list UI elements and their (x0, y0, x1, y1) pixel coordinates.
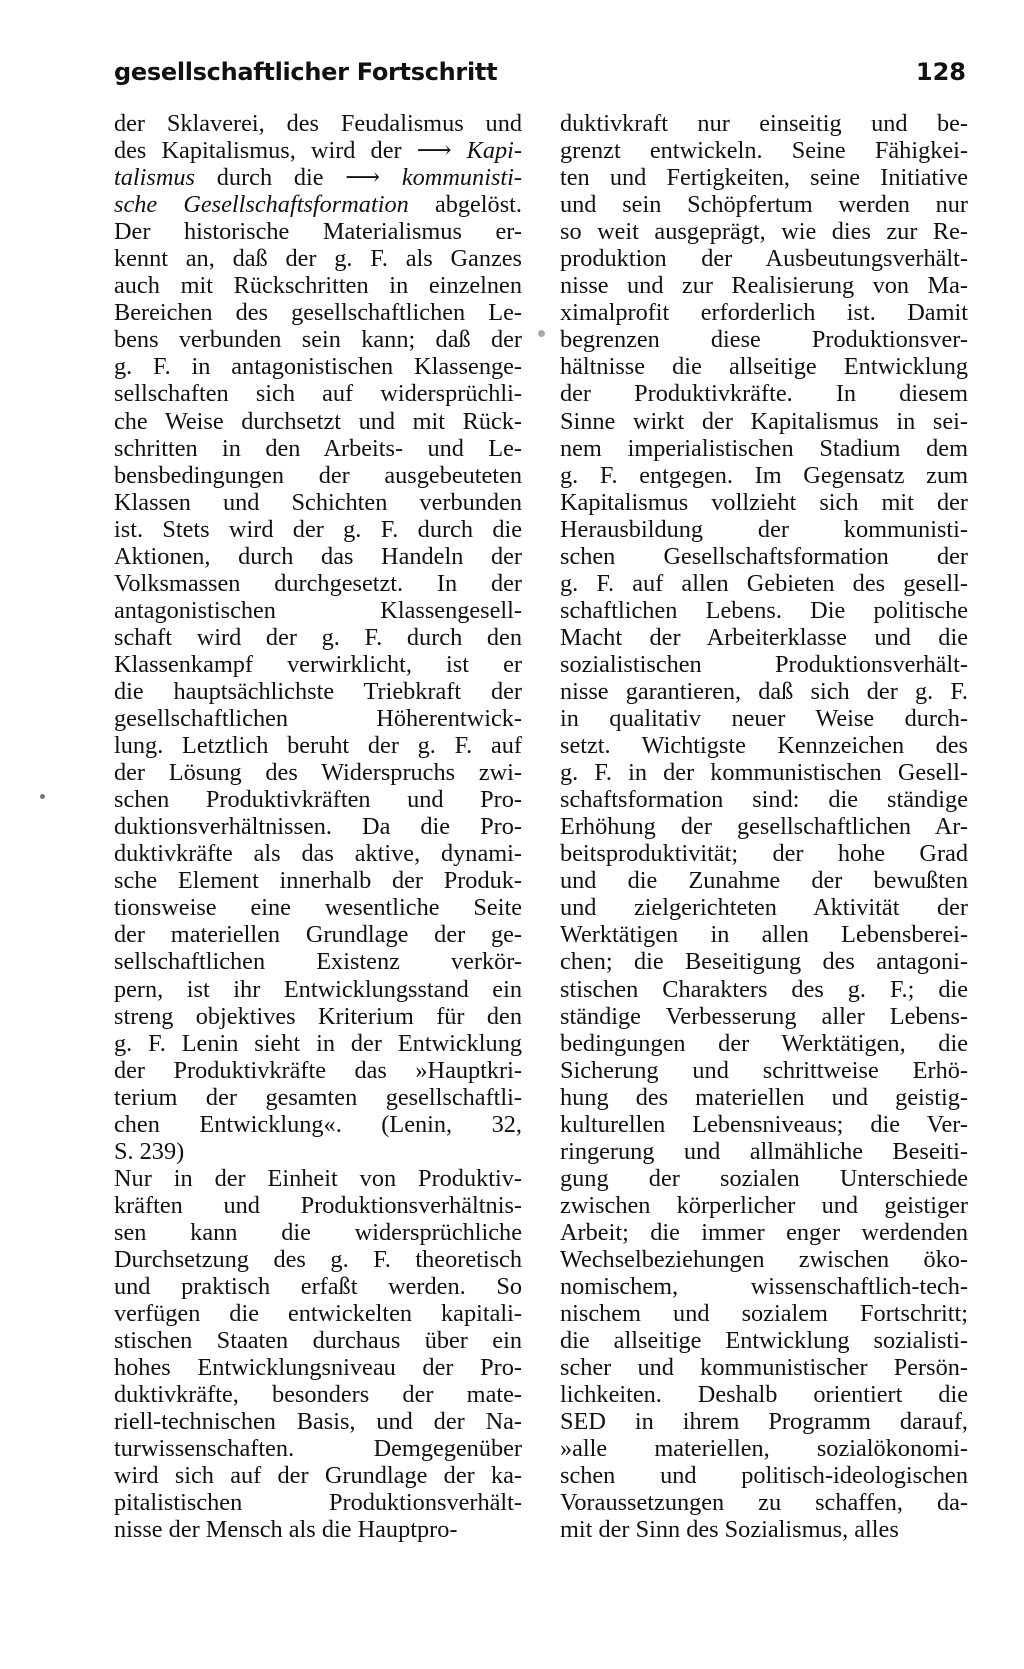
text-line: und sein Schöpfertum werden nur (560, 191, 968, 219)
text-line: der Lösung des Widerspruchs zwi- (114, 759, 522, 787)
text-line: duktivkräfte, besonders der mate- (114, 1381, 522, 1409)
text-line: nomischem, wissenschaftlich-tech- (560, 1273, 968, 1301)
text-line: ringerung und allmähliche Beseiti- (560, 1137, 968, 1165)
text-line: kulturellen Lebensniveaus; die Ver- (560, 1110, 968, 1138)
left-text-column (114, 110, 522, 1543)
text-line: gesellschaftlichen Höherentwick- (114, 705, 522, 733)
text-line: nischem und sozialem Fortschritt; (560, 1300, 968, 1328)
text-line: wird sich auf der Grundlage der ka- (114, 1462, 522, 1490)
text-line: »alle materiellen, sozialökonomi- (560, 1435, 968, 1463)
text-line: g. F. in der kommunistischen Gesell- (560, 759, 968, 787)
text-line: grenzt entwickeln. Seine Fähigkei- (560, 137, 968, 165)
text-line: duktionsverhältnissen. Da die Pro- (114, 813, 522, 841)
text-line: Aktionen, durch das Handeln der (114, 542, 522, 570)
text-line: des Kapitalismus, wird der ⟶ Kapi- (114, 137, 522, 165)
text-line: tionsweise eine wesentliche Seite (114, 894, 522, 922)
text-line: Kapitalismus vollzieht sich mit der (560, 488, 968, 516)
text-line: schen und politisch-ideologischen (560, 1462, 968, 1490)
text-line: SED in ihrem Programm darauf, (560, 1408, 968, 1436)
text-line: sellschaften sich auf widersprüchli- (114, 380, 522, 408)
text-line: schritten in den Arbeits- und Le- (114, 434, 522, 462)
text-line: hältnisse die allseitige Entwicklung (560, 353, 968, 381)
text-line: talismus durch die ⟶ kommunisti- (114, 164, 522, 192)
text-line: ständige Verbesserung aller Lebens- (560, 1002, 968, 1030)
text-line: so weit ausgeprägt, wie dies zur Re- (560, 218, 968, 246)
text-line: sche Element innerhalb der Produk- (114, 867, 522, 895)
text-line: sozialistischen Produktionsverhält- (560, 650, 968, 678)
text-line: bens verbunden sein kann; daß der (114, 326, 522, 354)
page-header (114, 58, 966, 98)
text-line: mit der Sinn des Sozialismus, alles (560, 1516, 899, 1544)
text-line: g. F. in antagonistischen Klassenge- (114, 353, 522, 381)
text-line: bensbedingungen der ausgebeuteten (114, 461, 522, 489)
text-line: gung der sozialen Unterschiede (560, 1164, 968, 1192)
text-line: hung des materiellen und geistig- (560, 1083, 968, 1111)
text-line: und praktisch erfaßt werden. So (114, 1273, 522, 1301)
text-line: setzt. Wichtigste Kennzeichen des (560, 732, 968, 760)
text-line: begrenzen diese Produktionsver- (560, 326, 968, 354)
text-line: schen Produktivkräften und Pro- (114, 786, 522, 814)
text-line: zwischen körperlicher und geistiger (560, 1191, 968, 1219)
text-line: Volksmassen durchgesetzt. In der (114, 569, 522, 597)
text-line: sellschaftlichen Existenz verkör- (114, 948, 522, 976)
text-line: Nur in der Einheit von Produktiv- (114, 1164, 522, 1192)
text-line: Bereichen des gesellschaftlichen Le- (114, 299, 522, 327)
text-line: streng objektives Kriterium für den (114, 1002, 522, 1030)
text-line: kräften und Produktionsverhältnis- (114, 1191, 522, 1219)
text-line: Herausbildung der kommunisti- (560, 515, 968, 543)
text-line: nisse der Mensch als die Hauptpro- (114, 1516, 458, 1544)
text-line: pern, ist ihr Entwicklungsstand ein (114, 975, 522, 1003)
text-line: der materiellen Grundlage der ge- (114, 921, 522, 949)
text-line: chen Entwicklung«. (Lenin, 32, (114, 1110, 522, 1138)
text-line: die allseitige Entwicklung sozialisti- (560, 1327, 968, 1355)
text-line: turwissenschaften. Demgegenüber (114, 1435, 522, 1463)
text-line: g. F. Lenin sieht in der Entwicklung (114, 1029, 522, 1057)
scan-speck-decoration (40, 794, 45, 799)
text-line: Der historische Materialismus er- (114, 218, 522, 246)
text-line: sen kann die widersprüchliche (114, 1218, 522, 1246)
text-line: und die Zunahme der bewußten (560, 867, 968, 895)
text-line: lichkeiten. Deshalb orientiert die (560, 1381, 968, 1409)
text-line: in qualitativ neuer Weise durch- (560, 705, 968, 733)
text-line: produktion der Ausbeutungsverhält- (560, 245, 968, 273)
text-line: Wechselbeziehungen zwischen öko- (560, 1245, 968, 1273)
text-line: der Sklaverei, des Feudalismus und (114, 110, 522, 137)
scan-speck-decoration (538, 330, 545, 337)
text-line: g. F. entgegen. Im Gegensatz zum (560, 461, 968, 489)
text-line: ist. Stets wird der g. F. durch die (114, 515, 522, 543)
text-line: Arbeit; die immer enger werdenden (560, 1218, 968, 1246)
text-line: verfügen die entwickelten kapitali- (114, 1300, 522, 1328)
text-line: antagonistischen Klassengesell- (114, 596, 522, 624)
text-line: nem imperialistischen Stadium dem (560, 434, 968, 462)
running-title: gesellschaftlicher Fortschritt (114, 58, 498, 86)
text-line: Sicherung und schrittweise Erhö- (560, 1056, 968, 1084)
text-line: ten und Fertigkeiten, seine Initiative (560, 164, 968, 192)
text-line: che Weise durchsetzt und mit Rück- (114, 407, 522, 435)
text-line: die hauptsächlichste Triebkraft der (114, 677, 522, 705)
text-line: g. F. auf allen Gebieten des gesell- (560, 569, 968, 597)
text-line: duktivkraft nur einseitig und be- (560, 110, 968, 137)
text-line: duktivkräfte als das aktive, dynami- (114, 840, 522, 868)
text-line: hohes Entwicklungsniveau der Pro- (114, 1354, 522, 1382)
text-line: stischen Staaten durchaus über ein (114, 1327, 522, 1355)
text-line: Klassenkampf verwirklicht, ist er (114, 650, 522, 678)
text-line: stischen Charakters des g. F.; die (560, 975, 968, 1003)
text-line: terium der gesamten gesellschaftli- (114, 1083, 522, 1111)
text-line: pitalistischen Produktionsverhält- (114, 1489, 522, 1517)
text-line: ximalprofit erforderlich ist. Damit (560, 299, 968, 327)
page-number: 128 (915, 58, 966, 86)
text-line: kennt an, daß der g. F. als Ganzes (114, 245, 522, 273)
text-line: Sinne wirkt der Kapitalismus in sei- (560, 407, 968, 435)
text-line: lung. Letztlich beruht der g. F. auf (114, 732, 522, 760)
text-line: riell-technischen Basis, und der Na- (114, 1408, 522, 1436)
text-line: Macht der Arbeiterklasse und die (560, 623, 968, 651)
text-line: chen; die Beseitigung des antagoni- (560, 948, 968, 976)
text-line: schaftlichen Lebens. Die politische (560, 596, 968, 624)
text-line: Voraussetzungen zu schaffen, da- (560, 1489, 968, 1517)
text-line: beitsproduktivität; der hohe Grad (560, 840, 968, 868)
text-line: S. 239) (114, 1137, 185, 1165)
text-line: Werktätigen in allen Lebensberei- (560, 921, 968, 949)
text-line: der Produktivkräfte. In diesem (560, 380, 968, 408)
text-line: Durchsetzung des g. F. theoretisch (114, 1245, 522, 1273)
text-line: nisse und zur Realisierung von Ma- (560, 272, 968, 300)
text-line: und zielgerichteten Aktivität der (560, 894, 968, 922)
text-line: Erhöhung der gesellschaftlichen Ar- (560, 813, 968, 841)
text-line: sche Gesellschaftsformation abgelöst. (114, 191, 522, 219)
text-line: schaftsformation sind: die ständige (560, 786, 968, 814)
right-text-column (560, 110, 968, 1543)
text-line: nisse garantieren, daß sich der g. F. (560, 677, 968, 705)
text-line: schaft wird der g. F. durch den (114, 623, 522, 651)
text-line: scher und kommunistischer Persön- (560, 1354, 968, 1382)
text-line: Klassen und Schichten verbunden (114, 488, 522, 516)
text-line: auch mit Rückschritten in einzelnen (114, 272, 522, 300)
text-line: schen Gesellschaftsformation der (560, 542, 968, 570)
text-line: der Produktivkräfte das »Hauptkri- (114, 1056, 522, 1084)
text-line: bedingungen der Werktätigen, die (560, 1029, 968, 1057)
